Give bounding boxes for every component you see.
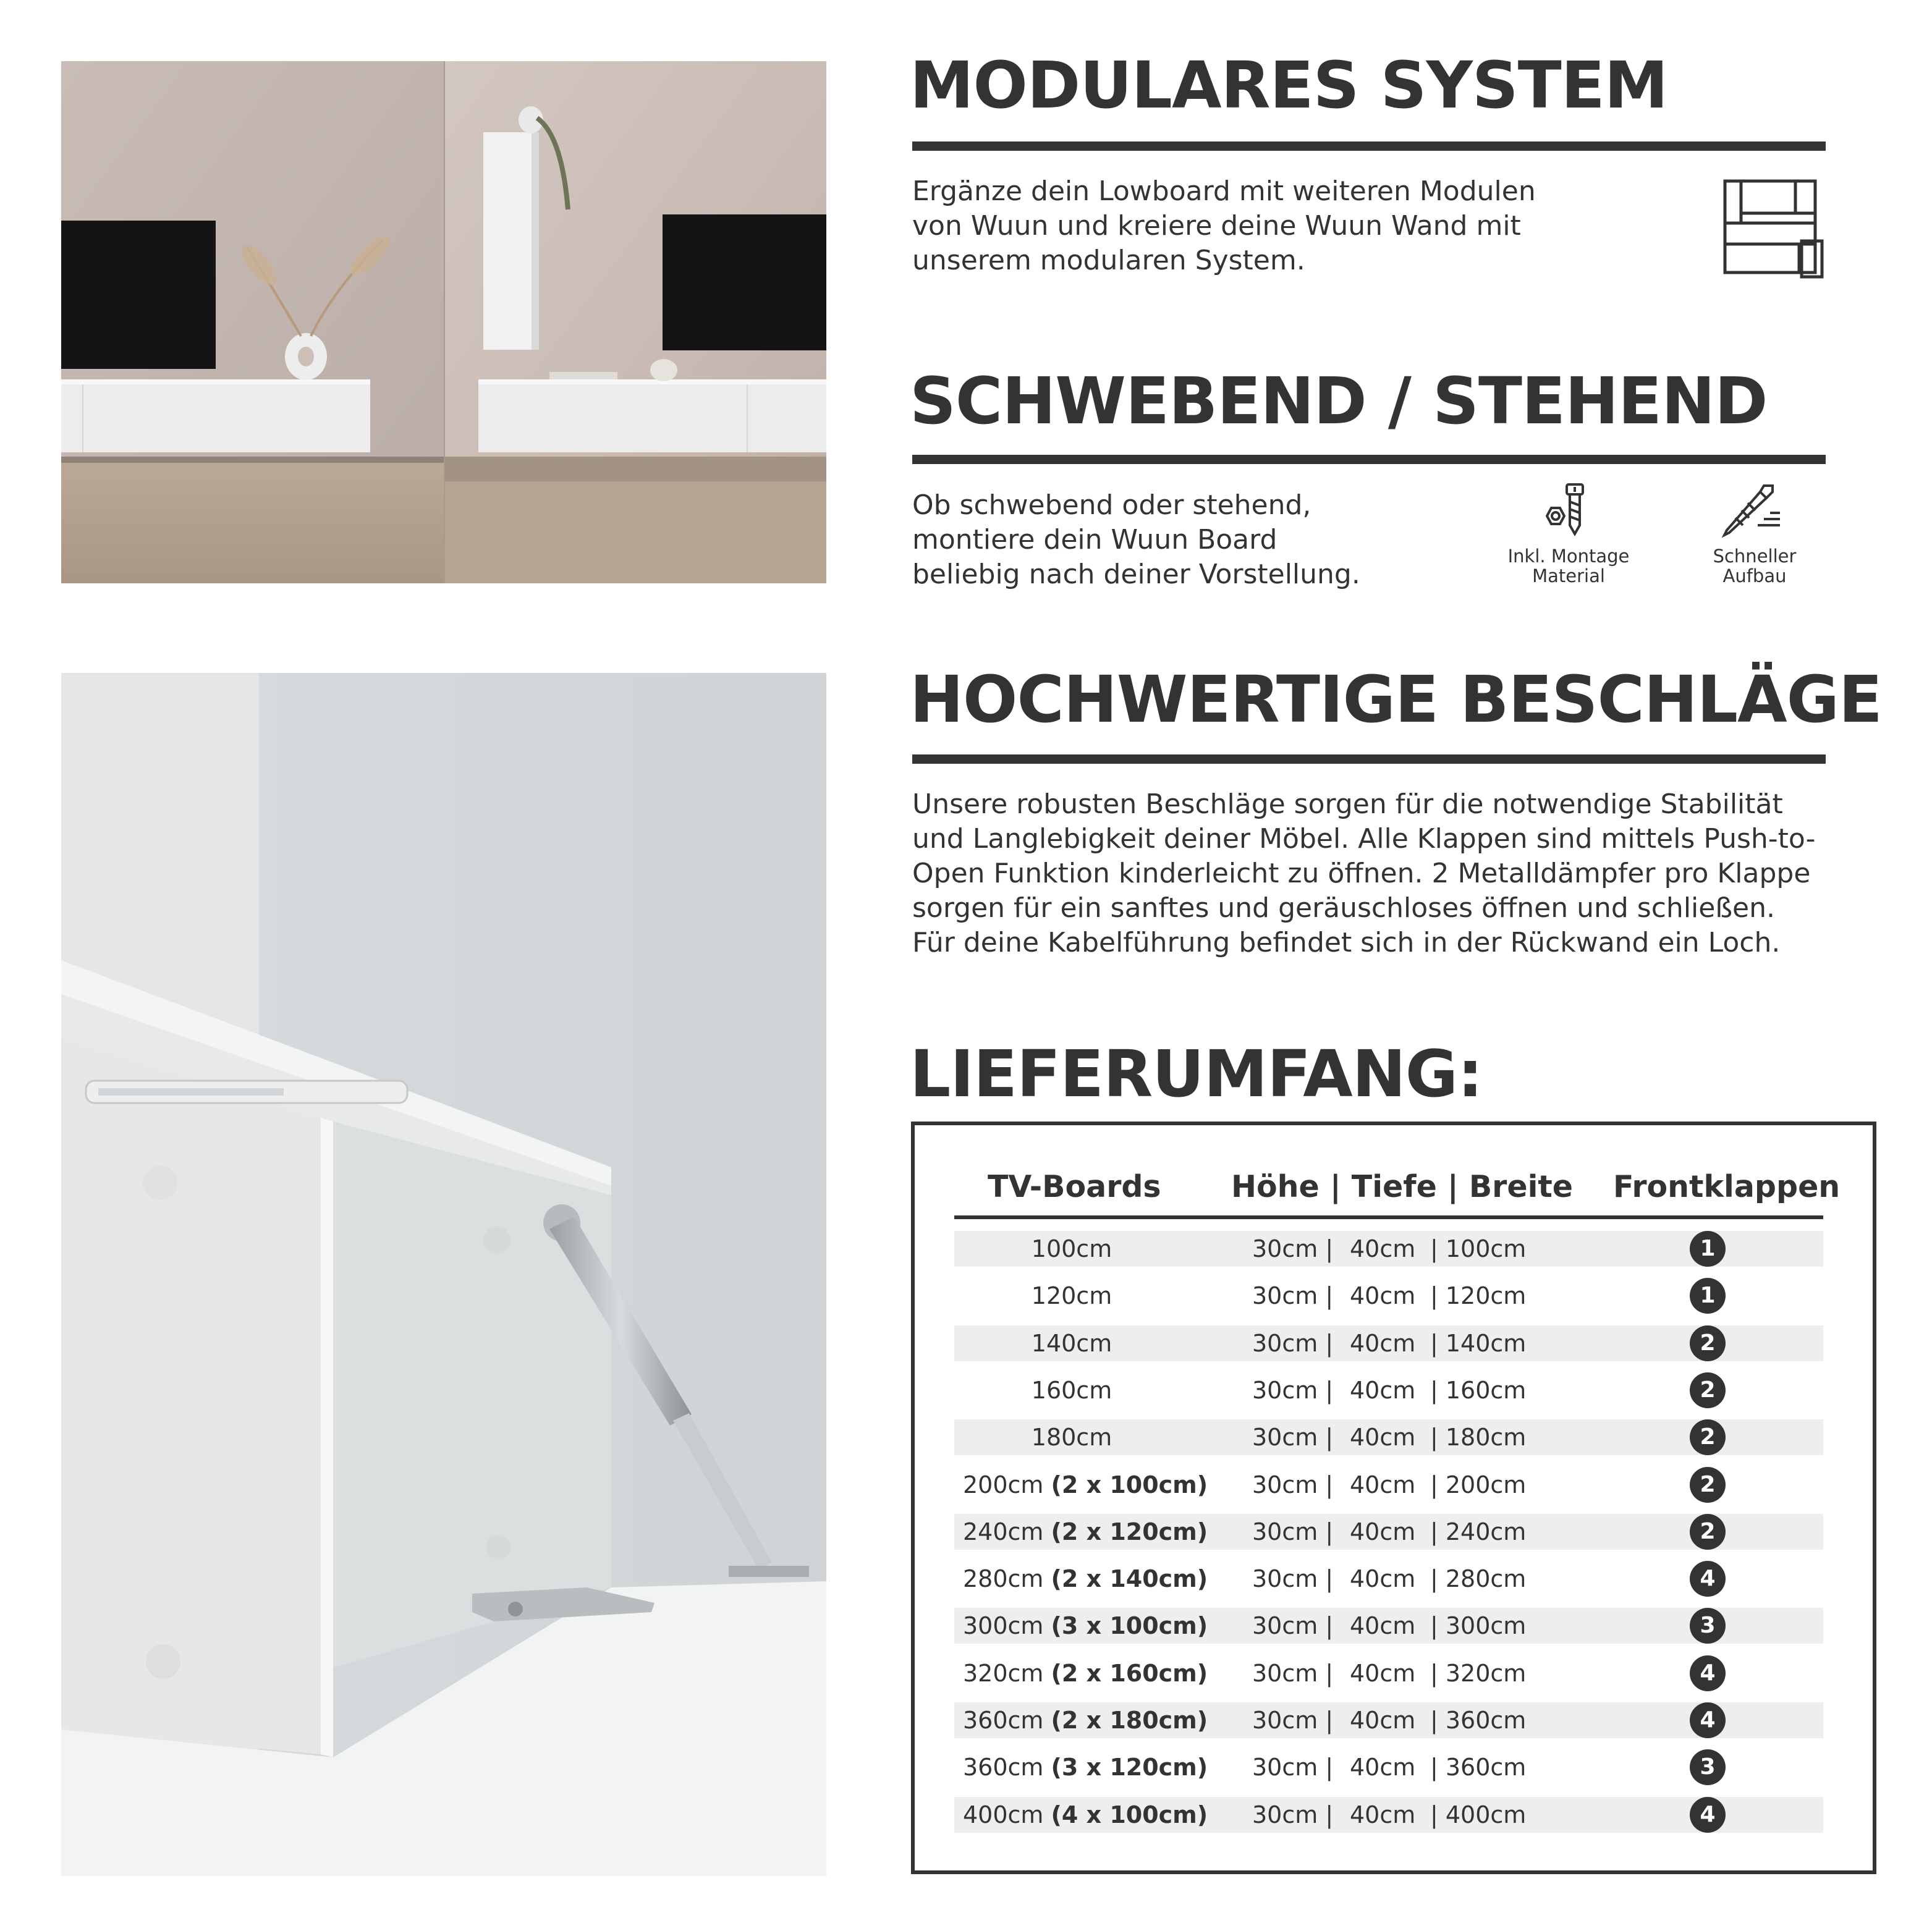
screw-nut-icon [1539, 482, 1588, 538]
height-cell: 30cm | [1252, 1282, 1334, 1309]
depth-cell: 40cm [1350, 1282, 1416, 1309]
table-row [954, 1419, 1823, 1455]
board-size-cell: 240cm (2 x 120cm) [963, 1518, 1208, 1545]
column-header-flaps: Frontklappen [1613, 1169, 1841, 1204]
height-cell: 30cm | [1252, 1801, 1334, 1828]
width-cell: | 320cm [1430, 1660, 1527, 1687]
flap-count-badge: 4 [1690, 1561, 1726, 1597]
section-divider [912, 754, 1826, 764]
depth-cell: 40cm [1350, 1707, 1416, 1734]
board-combination: (2 x 180cm) [1051, 1707, 1208, 1734]
height-cell: 30cm | [1252, 1424, 1334, 1451]
width-cell: | 360cm [1430, 1754, 1527, 1781]
flap-count-badge: 4 [1690, 1702, 1726, 1738]
board-combination: (2 x 100cm) [1051, 1471, 1208, 1498]
height-cell: 30cm | [1252, 1235, 1334, 1262]
table-row [954, 1372, 1823, 1408]
modular-heading: MODULARES SYSTEM [910, 48, 1668, 123]
board-size-cell: 320cm (2 x 160cm) [963, 1660, 1208, 1687]
depth-cell: 40cm [1350, 1471, 1416, 1498]
board-combination: (2 x 120cm) [1051, 1518, 1208, 1545]
depth-cell: 40cm [1350, 1754, 1416, 1781]
column-header-boards: TV-Boards [988, 1169, 1161, 1204]
board-size-cell: 100cm [1031, 1235, 1112, 1262]
board-size-cell: 140cm [1031, 1330, 1112, 1357]
board-combination: (3 x 100cm) [1051, 1612, 1208, 1639]
depth-cell: 40cm [1350, 1518, 1416, 1545]
width-cell: | 240cm [1430, 1518, 1527, 1545]
board-size-cell: 120cm [1031, 1282, 1112, 1309]
height-cell: 30cm | [1252, 1518, 1334, 1545]
height-cell: 30cm | [1252, 1565, 1334, 1592]
table-row [954, 1467, 1823, 1503]
board-size-cell: 300cm (3 x 100cm) [963, 1612, 1208, 1639]
screwdriver-icon [1721, 482, 1782, 538]
table-row [954, 1278, 1823, 1314]
flap-count-badge: 2 [1690, 1419, 1726, 1455]
depth-cell: 40cm [1350, 1612, 1416, 1639]
width-cell: | 300cm [1430, 1612, 1527, 1639]
flap-count-badge: 4 [1690, 1797, 1726, 1833]
depth-cell: 40cm [1350, 1424, 1416, 1451]
board-size-cell: 200cm (2 x 100cm) [963, 1471, 1208, 1498]
table-row [954, 1325, 1823, 1361]
fittings-description: Unsere robusten Beschläge sorgen für die notwendige Stabilität und Langlebigkeit deiner Möbel. Alle Klappen sind mittels Push-to- Open Funktion kinderleicht zu öffnen. 2 Metalldämpfer pro Klappe sorgen für ein sanftes und geräuschloses öffnen und schließen. Für deine Kabelführung befindet sich in der Rückwand ein Loch. [912, 788, 1816, 958]
width-cell: | 400cm [1430, 1801, 1527, 1828]
board-size-cell: 400cm (4 x 100cm) [963, 1801, 1208, 1828]
board-size-cell: 360cm (2 x 180cm) [963, 1707, 1208, 1734]
table-row [954, 1797, 1823, 1833]
width-cell: | 120cm [1430, 1282, 1527, 1309]
table-header-divider [954, 1215, 1823, 1219]
board-size-cell: 180cm [1031, 1424, 1112, 1451]
table-row [954, 1655, 1823, 1691]
flap-count-badge: 1 [1690, 1278, 1726, 1314]
flap-count-badge: 2 [1690, 1514, 1726, 1550]
width-cell: | 180cm [1430, 1424, 1527, 1451]
width-cell: | 360cm [1430, 1707, 1527, 1734]
mounting-material-caption: Inkl. Montage Material [1507, 546, 1630, 586]
flap-count-badge: 1 [1690, 1231, 1726, 1267]
section-divider [912, 142, 1826, 151]
height-cell: 30cm | [1252, 1377, 1334, 1404]
width-cell: | 160cm [1430, 1377, 1527, 1404]
height-cell: 30cm | [1252, 1660, 1334, 1687]
modular-description: Ergänze dein Lowboard mit weiteren Modulen von Wuun und kreiere deine Wuun Wand mit unserem modularen System. [912, 175, 1536, 276]
board-combination: (3 x 120cm) [1051, 1754, 1208, 1781]
flap-count-badge: 3 [1690, 1608, 1726, 1644]
width-cell: | 140cm [1430, 1330, 1527, 1357]
modules-icon [1723, 179, 1824, 279]
depth-cell: 40cm [1350, 1330, 1416, 1357]
column-header-dimensions: Höhe | Tiefe | Breite [1231, 1169, 1574, 1204]
delivery-heading: LIEFERUMFANG: [910, 1036, 1483, 1112]
living-room-photo [61, 61, 826, 583]
table-row [954, 1231, 1823, 1267]
height-cell: 30cm | [1252, 1471, 1334, 1498]
mounting-heading: SCHWEBEND / STEHEND [910, 363, 1768, 439]
depth-cell: 40cm [1350, 1660, 1416, 1687]
depth-cell: 40cm [1350, 1377, 1416, 1404]
table-row [954, 1608, 1823, 1644]
mounting-description: Ob schwebend oder stehend, montiere dein Wuun Board beliebig nach deiner Vorstellung. [912, 489, 1360, 590]
table-row [954, 1514, 1823, 1550]
flap-count-badge: 4 [1690, 1655, 1726, 1691]
table-row [954, 1561, 1823, 1597]
depth-cell: 40cm [1350, 1565, 1416, 1592]
depth-cell: 40cm [1350, 1801, 1416, 1828]
board-size-cell: 280cm (2 x 140cm) [963, 1565, 1208, 1592]
width-cell: | 200cm [1430, 1471, 1527, 1498]
width-cell: | 100cm [1430, 1235, 1527, 1262]
section-divider [912, 455, 1826, 464]
board-combination: (2 x 160cm) [1051, 1660, 1208, 1687]
height-cell: 30cm | [1252, 1612, 1334, 1639]
depth-cell: 40cm [1350, 1235, 1416, 1262]
table-row [954, 1749, 1823, 1785]
fittings-heading: HOCHWERTIGE BESCHLÄGE [910, 662, 1882, 737]
board-size-cell: 160cm [1031, 1377, 1112, 1404]
table-row [954, 1702, 1823, 1738]
flap-count-badge: 3 [1690, 1749, 1726, 1785]
width-cell: | 280cm [1430, 1565, 1527, 1592]
flap-count-badge: 2 [1690, 1325, 1726, 1361]
board-combination: (4 x 100cm) [1051, 1801, 1208, 1828]
height-cell: 30cm | [1252, 1707, 1334, 1734]
flap-count-badge: 2 [1690, 1372, 1726, 1408]
height-cell: 30cm | [1252, 1330, 1334, 1357]
board-size-cell: 360cm (3 x 120cm) [963, 1754, 1208, 1781]
board-combination: (2 x 140cm) [1051, 1565, 1208, 1592]
height-cell: 30cm | [1252, 1754, 1334, 1781]
flap-count-badge: 2 [1690, 1467, 1726, 1503]
fast-assembly-caption: Schneller Aufbau [1713, 546, 1797, 586]
hinge-detail-photo [61, 673, 826, 1876]
